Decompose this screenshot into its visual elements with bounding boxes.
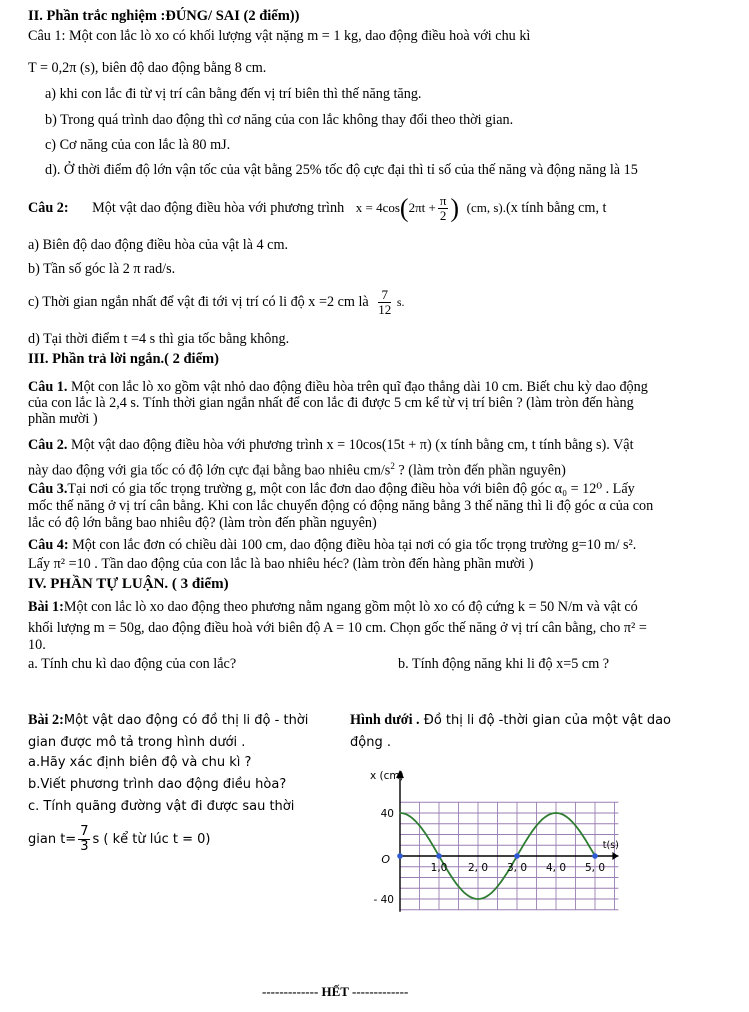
figure-caption: Hình dưới . Đồ thị li độ -thời gian của một vật dao — [350, 712, 671, 728]
s3-q2-line-2: này dao động với gia tốc có độ lớn cực đại bằng bao nhiêu $cm/s^2$ ? (làm tròn đến phần nguyên) — [28, 461, 566, 479]
q1-line-1: Câu 1: Một con lắc lò xo có khối lượng vật nặng m = 1 kg, dao động điều hoà với chu kì — [28, 28, 531, 44]
q2-line: Câu 2: Một vật dao động điều hòa với phương trình x = 4cos(2πt + $\frac{\pi}{2}$ ) (cm, s).(x tính bằng cm, t — [28, 193, 607, 224]
b2-part-c-line-2: gian t= $\frac{7}{3}$ s ( kể từ lúc t = 0) — [28, 824, 211, 854]
data-point — [536, 825, 538, 827]
s3-q2-line-1: Câu 2. Một vật dao động điều hòa với phương trình x = 10cos(15t + π) (x tính bằng cm, t tính bằng s). Vật — [28, 437, 634, 453]
q2-option-b: b) Tần số góc là 2 π rad/s. — [28, 261, 176, 277]
data-point — [419, 825, 421, 827]
marked-point — [592, 853, 598, 859]
data-point — [458, 886, 460, 888]
q2-text: Một vật dao động điều hòa với phương trình — [92, 200, 345, 216]
x-tick-label: 2, 0 — [467, 862, 489, 874]
displacement-time-graph — [368, 766, 628, 926]
q1-line-2: T = 0,2π (s), biên độ dao động bằng 8 cm. — [28, 60, 267, 76]
x-tick-label: 1,0 — [430, 862, 448, 874]
section-3-heading: III. Phần trả lời ngắn.( 2 điểm) — [28, 351, 219, 367]
b2-part-b: b.Viết phương trình dao động điều hòa? — [28, 777, 287, 792]
data-point — [399, 812, 401, 814]
b1-part-b: b. Tính động năng khi li độ x=5 cm ? — [398, 656, 610, 672]
y-axis-label: x (cm) — [370, 770, 404, 782]
q1-option-c: c) Cơ năng của con lắc là 80 mJ. — [45, 137, 231, 153]
s3-q3-line-1: Câu 3.Tại nơi có gia tốc trọng trường g, một con lắc đơn dao động điều hòa với biên độ góc α₀ = 12⁰ . Lấy — [28, 481, 635, 497]
x-axis-arrow — [612, 852, 618, 860]
figure-caption-line-2: động . — [350, 735, 391, 750]
s3-q4-line-2: Lấy π² =10 . Tần dao động của con lắc là bao nhiêu héc? (làm tròn đến hàng phần mười ) — [28, 556, 534, 572]
q1-option-d: d). Ở thời điểm độ lớn vận tốc của vật bằng 25% tốc độ cực đại thì tỉ số của thế năng và động năng là 15 — [45, 162, 638, 178]
q2-equation-fraction: $\frac{\pi}{2}$ — [439, 193, 447, 224]
data-point — [477, 898, 479, 900]
q2-option-c-fraction: $\frac{7}{12}$ — [378, 287, 392, 318]
b2-line-2: gian được mô tả trong hình dưới . — [28, 735, 246, 750]
marked-point — [514, 853, 520, 859]
s3-q4-line-1: Câu 4: Một con lắc đơn có chiều dài 100 cm, dao động điều hòa tại nơi có gia tốc trọng trường g=10 m/ s². — [28, 537, 637, 553]
q2-equation-inner: 2πt + — [408, 200, 436, 215]
x-axis-label: t(s) — [602, 840, 619, 851]
q2-equation-prefix: x = 4cos — [355, 200, 400, 215]
q2-option-c: c) Thời gian ngắn nhất để vật đi tới vị trí có li độ x =2 cm là $\frac{7}{12}$ s. — [28, 287, 405, 318]
marked-point — [397, 853, 403, 859]
s3-q3-line-2: mốc thế năng ở vị trí cân bằng. Khi con lắc chuyển động có động năng bằng 3 thế năng thì li độ góc α của con — [28, 498, 654, 514]
q2-option-d: d) Tại thời điểm t =4 s thì gia tốc bằng không. — [28, 331, 290, 347]
q2-equation-suffix: (x tính bằng cm, t — [506, 200, 607, 216]
s3-q1-line-3: phần mười ) — [28, 411, 98, 427]
q1-option-b: b) Trong quá trình dao động thì cơ năng của con lắc không thay đổi theo thời gian. — [45, 112, 514, 128]
x-tick-label: 5, 0 — [584, 862, 606, 874]
x-tick-label: 3, 0 — [506, 862, 528, 874]
footer-end-marker: ------------- HẾT ------------- — [262, 984, 409, 999]
q2-option-a: a) Biên độ dao động điều hòa của vật là 4 cm. — [28, 237, 289, 253]
b2-line-1: Bài 2:Một vật dao động có đồ thị li độ - thời — [28, 712, 309, 728]
section-2-heading: II. Phần trắc nghiệm :ĐÚNG/ SAI (2 điểm)) — [28, 8, 300, 24]
data-point — [575, 825, 577, 827]
section-4-heading: IV. PHẦN TỰ LUẬN. ( 3 điểm) — [28, 576, 229, 592]
b1-line-3: 10. — [28, 637, 46, 653]
marked-point — [436, 853, 442, 859]
data-point — [497, 886, 499, 888]
b1-line-2: khối lượng m = 50g, dao động điều hoà với biên độ A = 10 cm. Chọn gốc thế năng ở vị trí cân bằng, cho π² = — [28, 620, 647, 636]
x-tick-label: 4, 0 — [545, 862, 567, 874]
s3-q3-line-3: lắc có độ lớn bằng bao nhiêu độ? (làm tròn đến phần nguyên) — [28, 515, 377, 531]
q2-equation-units: (cm, s). — [466, 200, 506, 215]
b2-part-c-fraction: $\frac{7}{3}$ — [80, 824, 89, 854]
y-tick-label: - 40 — [373, 894, 394, 906]
q1-option-a: a) khi con lắc đi từ vị trí cân bằng đến vị trí biên thì thế năng tăng. — [45, 86, 422, 102]
y-tick-label: 40 — [380, 808, 394, 820]
data-point — [555, 812, 557, 814]
b1-line-1: Bài 1:Một con lắc lò xo dao động theo phương nằm ngang gồm một lò xo có độ cứng k = 50 N/m và vật có — [28, 599, 638, 615]
b2-part-a: a.Hãy xác định biên độ và chu kì ? — [28, 755, 252, 770]
q2-label: Câu 2: — [28, 200, 69, 216]
s3-q1-line-1: Câu 1. Một con lắc lò xo gồm vật nhỏ dao động điều hòa trên quĩ đạo thẳng dài 10 cm. Biết chu kỳ dao động — [28, 379, 648, 395]
s3-q1-line-2: của con lắc là 2,4 s. Tính thời gian ngắn nhất để con lắc đi được 5 cm kể từ vị trí biên ? (làm tròn đến hàng — [28, 395, 634, 411]
b1-part-a: a. Tính chu kì dao động của con lắc? — [28, 656, 237, 672]
y-tick-label: O — [381, 853, 390, 866]
b2-part-c-line-1: c. Tính quãng đường vật đi được sau thời — [28, 799, 295, 814]
